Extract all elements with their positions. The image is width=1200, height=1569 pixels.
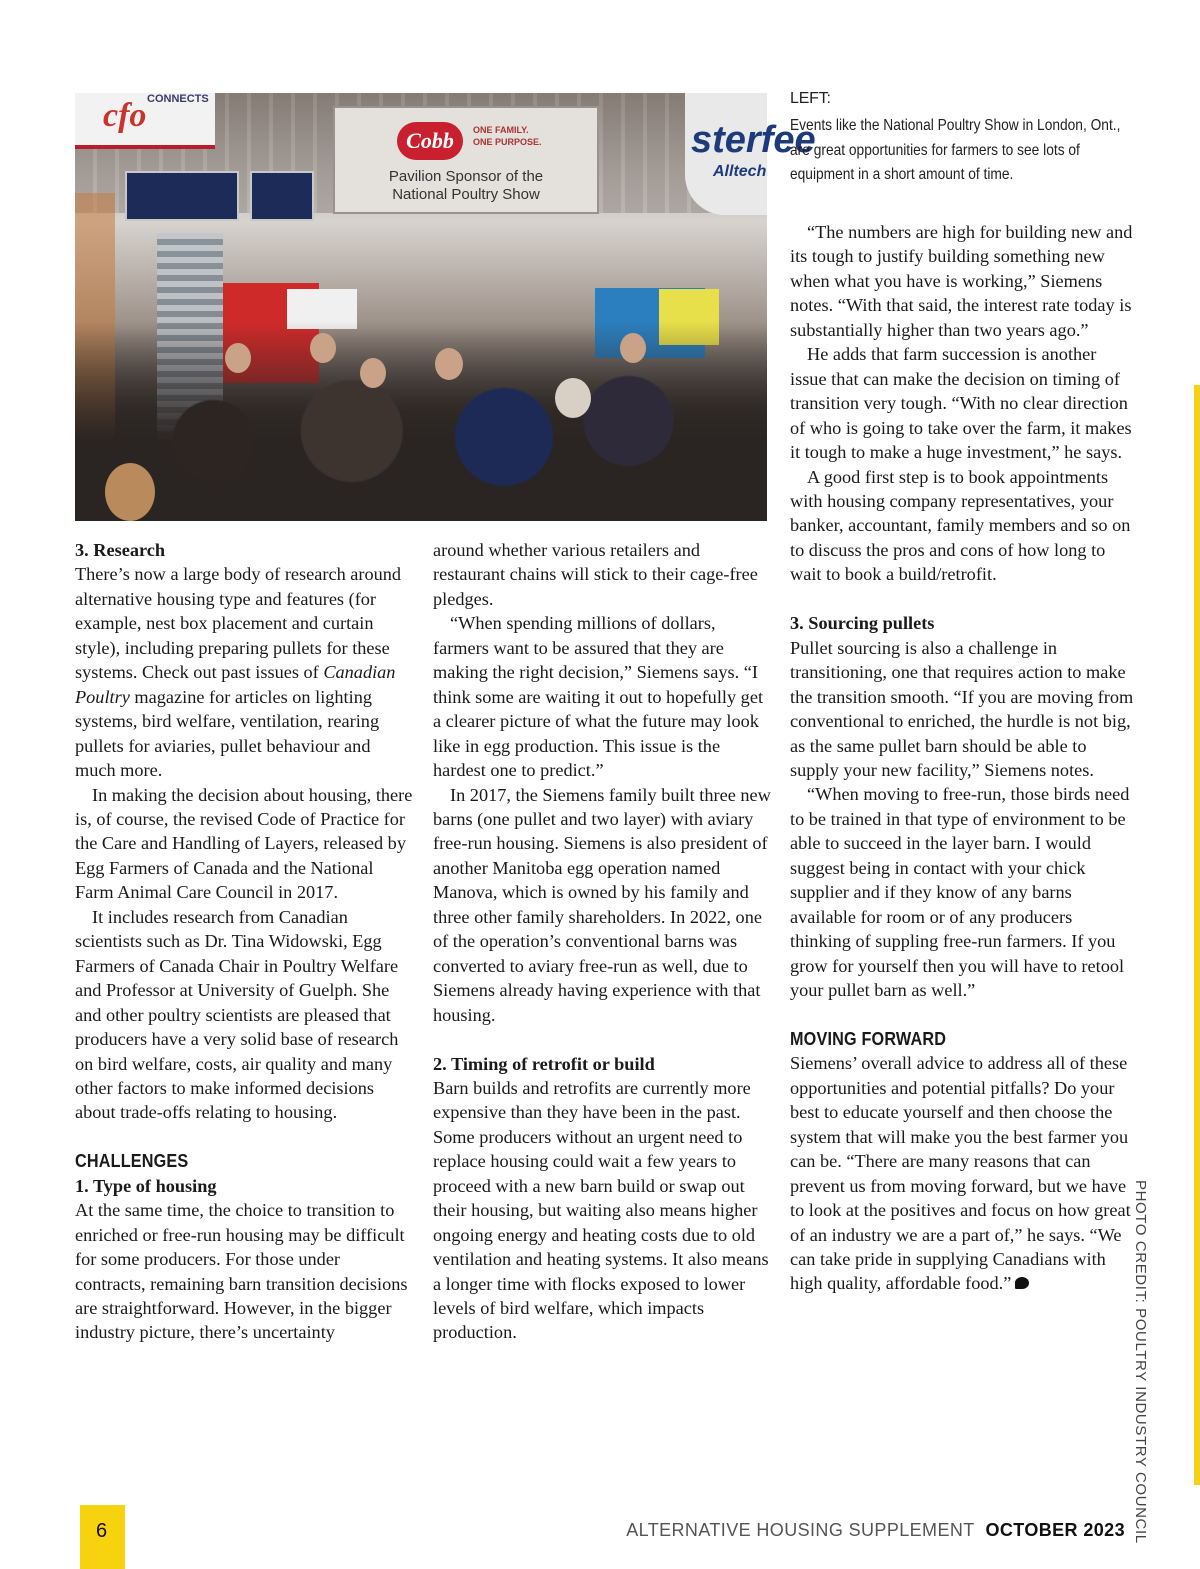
paragraph: In 2017, the Siemens family built three new barns (one pullet and two layer) with aviary free-run housing. Siemens is also president of another Manitoba egg operation named Manova, which is owned by his family and three other family shareholders. In 2022, one of the operation’s conventional barns was converted to aviary free-run as well, due to Siemens already having experience with that housing. [433, 784, 771, 1025]
cobb-tagline-1: ONE FAMILY. [473, 125, 529, 135]
heading-timing: 2. Timing of retrofit or build [433, 1053, 655, 1074]
crowd [75, 321, 767, 521]
cobb-logo: Cobb [397, 122, 463, 160]
cobb-sign-line-1: Pavilion Sponsor of the [388, 168, 544, 185]
cfo-sign-sub: CONNECTS [147, 93, 209, 105]
column-2 [433, 538, 773, 1345]
magazine-title: Canadian Poultry [75, 662, 396, 707]
cfo-sign-text: cfo [103, 97, 147, 134]
paragraph-text: There’s now a large body of research around alternative housing type and features (for example, nest box placement and curtain style), including preparing pullets for these systems. Check out past issues of [75, 564, 402, 683]
footer [626, 1520, 1125, 1541]
edge-accent-bar [1194, 385, 1200, 1485]
heading-research: 3. Research [75, 540, 166, 560]
crowd-head [105, 463, 155, 521]
crowd-head [555, 378, 591, 418]
heading-sourcing-pullets: 3. Sourcing pullets [790, 613, 935, 634]
paragraph: “The numbers are high for building new and its tough to justify building something new when what you have is working,” Siemens notes. “With that said, the interest rate today is substantially higher than two years ago.” [790, 222, 1133, 340]
paragraph: Pullet sourcing is also a challenge in transitioning, one that requires action to make the transition smooth. “If you are moving from conventional to enriched, the hurdle is not big, as the same pullet barn should be able to supply your new facility,” Siemens notes. [790, 637, 1134, 780]
end-mark-icon [1015, 1277, 1029, 1289]
heading-moving-forward: MOVING FORWARD [790, 1028, 947, 1049]
paragraph [790, 1051, 1135, 1296]
photo-caption: Events like the National Poultry Show in London, Ont., are great opportunities for farmers to see lots of equipment in a short amount of time. [790, 117, 1121, 183]
heading-challenges: CHALLENGES [75, 1151, 189, 1172]
crowd-head [435, 348, 463, 380]
paragraph: A good first step is to book appointments with housing company representatives, your banker, accountant, family members and so on to discuss the pros and cons of how long to wait to book a build/retrofit. [790, 466, 1131, 585]
paragraph: Barn builds and retrofits are currently more expensive than they have been in the past. Some producers without an urgent need to replace housing could wait a few years to proceed with a new barn build or swap out their housing, but waiting also means higher ongoing energy and heating costs due to old ventilation and heating systems. It also means a longer time with flocks exposed to lower levels of bird welfare, which impacts production. [433, 1077, 769, 1343]
crowd-head [620, 333, 646, 363]
paragraph: “When spending millions of dollars, farmers want to be assured that they are making the right decision,” Siemens says. “I think some are waiting it out to hopefully get a clearer picture of what the future may look like in egg production. This issue is the hardest one to predict.” [433, 613, 764, 781]
paragraph: “When moving to free-run, those birds need to be trained in that type of environment to be able to succeed in the layer barn. I would suggest being in contact with your chick supplier and if they know of any barns available for room or of any producers thinking of suppling free-run farmers. If you grow for yourself then you will have to retool your pullet barn as well.” [790, 784, 1130, 1001]
paragraph [75, 562, 415, 782]
cobb-sign [333, 106, 599, 214]
paragraph: At the same time, the choice to transition to enriched or free-run housing may be difficult for some producers. For those under contracts, remaining barn transition decisions are straightforward. However, in the bigger industry picture, there’s uncertainty [75, 1200, 408, 1343]
column-3 [790, 220, 1135, 1296]
cfo-sign [75, 93, 215, 149]
page-number: 6 [96, 1520, 108, 1542]
cobb-tagline [473, 124, 542, 148]
alltech-sign-text-2: Alltech [713, 163, 767, 180]
paragraph: He adds that farm succession is another issue that can make the decision on timing of transition very tough. “With no clear direction of who is going to take over the farm, it makes it tough to make a huge investment,” he says. [790, 344, 1132, 463]
paragraph-text: Siemens’ overall advice to address all of these opportunities and potential pitfalls? Do your best to educate yourself and then choose the system that will make you the best farmer you can be. “There are many reasons that can prevent us from moving forward, but we have to look at the positives and focus on how great of an industry we are a part of,” he says. “We can take pride in supplying Canadians with high quality, affordable food.” [790, 1053, 1131, 1294]
paragraph: It includes research from Canadian scientists such as Dr. Tina Widowski, Egg Farmers of Canada Chair in Poultry Welfare and Professor at University of Guelph. She and other poultry scientists are pleased that producers have a very solid base of research on bird welfare, costs, air quality and many other factors to make informed decisions about trade-offs relating to housing. [75, 906, 399, 1123]
photo-credit-text: PHOTO CREDIT: POULTRY INDUSTRY COUNCIL [1132, 1180, 1149, 1544]
paragraph: around whether various retailers and restaurant chains will stick to their cage-free pledges. [433, 540, 758, 609]
crowd-head [310, 333, 336, 363]
column-1 [75, 538, 415, 1345]
crowd-head [225, 343, 251, 373]
footer-date: OCTOBER 2023 [985, 1520, 1125, 1540]
photo-credit [1132, 1180, 1172, 1544]
crowd-head [360, 358, 386, 388]
alltech-sign-text: sterfee [691, 119, 816, 161]
wfs-sign-2 [250, 171, 314, 221]
heading-type-of-housing: 1. Type of housing [75, 1175, 217, 1196]
footer-section: ALTERNATIVE HOUSING SUPPLEMENT [626, 1520, 975, 1540]
cobb-sign-line-2: National Poultry Show [392, 186, 540, 203]
caption-label: LEFT: [790, 90, 831, 107]
paragraph-text: magazine for articles on lighting systems, bird welfare, ventilation, rearing pullets for aviaries, pullet behaviour and much more. [75, 686, 380, 781]
paragraph: In making the decision about housing, there is, of course, the revised Code of Practice for the Care and Handling of Layers, released by Egg Farmers of Canada and the National Farm Animal Care Council in 2017. [75, 784, 413, 903]
wfs-sign [125, 171, 239, 221]
cobb-tagline-2: ONE PURPOSE. [473, 137, 542, 147]
